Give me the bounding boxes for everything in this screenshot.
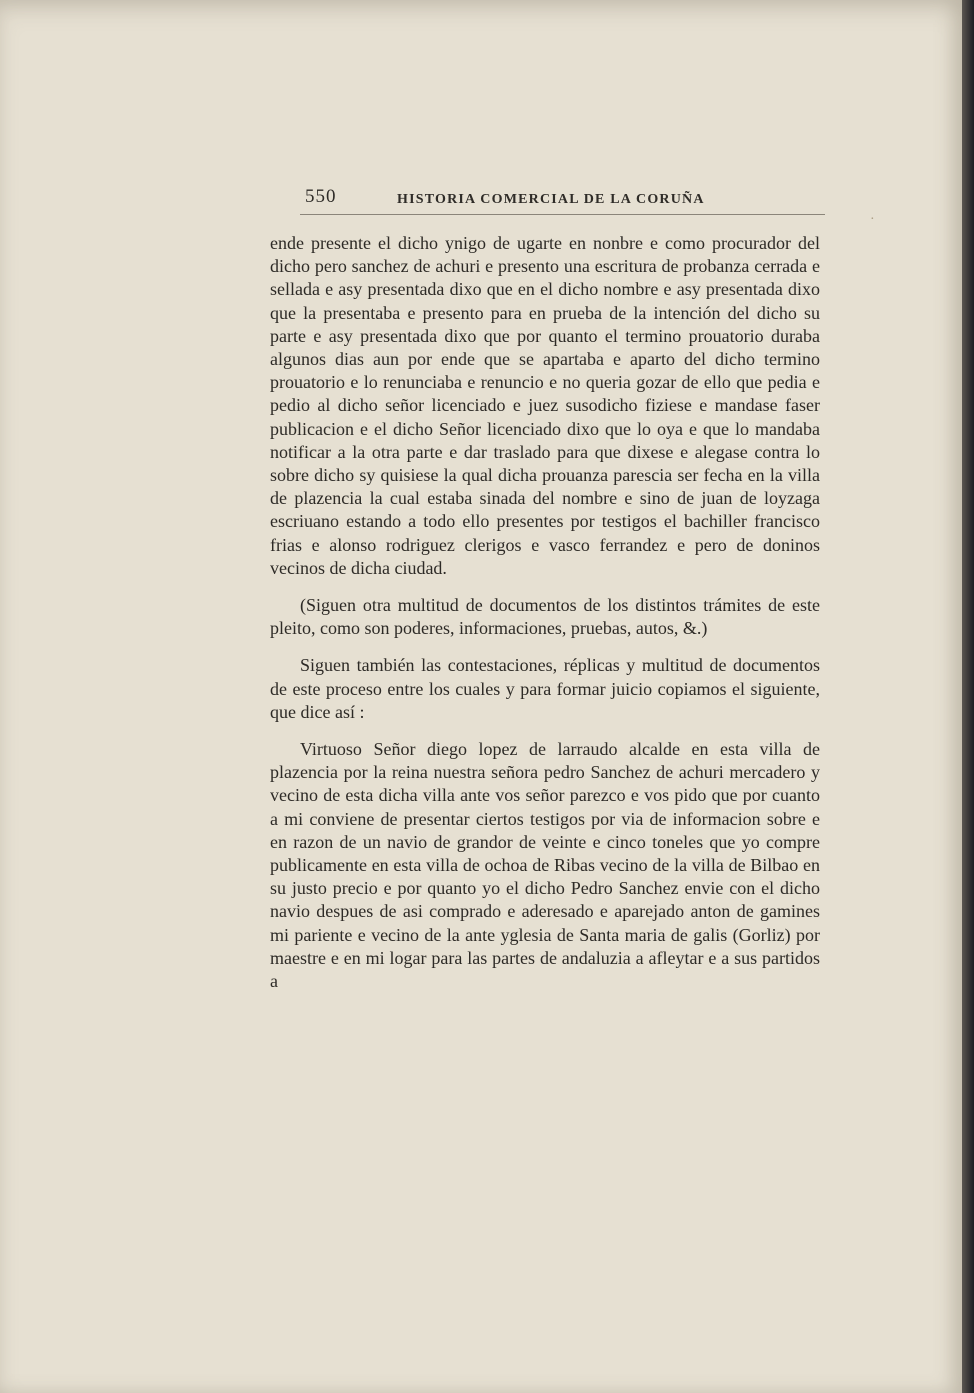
paragraph-editorial-note: (Siguen otra multitud de documentos de los distintos trámites de este pleito, como son poderes, informaciones, pruebas, autos, &.): [270, 595, 820, 639]
body-text: [270, 232, 820, 993]
page-header: [305, 186, 825, 216]
page-number: 550: [305, 186, 337, 207]
scan-edge: [962, 0, 974, 1393]
paragraph-continuation: ende presente el dicho ynigo de ugarte en nonbre e como procurador del dicho pero sanchez de achuri e presento una escritura de probanza cerrada e sellada e asy presentada dixo que en el dicho nombre e asy presentada dixo que la presentaba e presento para en prueba de la intención del dicho su parte e asy presentada dixo que por quanto el termino prouatorio duraba algunos dias aun por ende que se apartaba e aparto del dicho termino prouatorio e lo renunciaba e renuncio e no queria gozar de ello que pedia e pedio al dicho señor licenciado e juez susodicho fiziese e mandase faser publicacion e el dicho Señor licenciado dixo que lo oya e que lo mandaba notificar a la otra parte e dar traslado para que dixese e alegase contra lo sobre dicho sy quisiese la qual dicha prouanza parescia ser fecha en la villa de plazencia la cual estaba sinada del nombre e sino de juan de loyzaga escriuano estando a todo ello presentes por testigos el bachiller francisco frias e alonso rodriguez clerigos e vasco ferrandez e pero de doninos vecinos de dicha ciudad.: [270, 233, 820, 578]
paragraph-quoted-document: Virtuoso Señor diego lopez de larraudo alcalde en esta villa de plazencia por la reina nuestra señora pedro Sanchez de achuri mercadero y vecino de esta dicha villa ante vos señor parezco e vos pido que por cuanto a mi conviene de presentar ciertos testigos por via de informacion sobre e en razon de un navio de grandor de veinte e cinco toneles que yo compre publicamente en esta villa de ochoa de Ribas vecino de la villa de Bilbao en su justo precio e por quanto yo el dicho Pedro Sanchez envie con el dicho navio despues de asi comprado e aderesado e aparejado anton de gamines mi pariente e vecino de la ante yglesia de Santa maria de galis (Gorliz) por maestre e en mi logar para las partes de andaluzia a afleytar e a sus partidos a: [270, 739, 820, 992]
running-title: HISTORIA COMERCIAL DE LA CORUÑA: [397, 192, 705, 207]
header-rule: [300, 214, 825, 215]
paragraph-introduction: Siguen también las contestaciones, réplicas y multitud de documentos de este proceso entre los cuales y para formar juicio copiamos el siguiente, que dice así :: [270, 655, 820, 722]
margin-mark: ·: [870, 212, 875, 227]
